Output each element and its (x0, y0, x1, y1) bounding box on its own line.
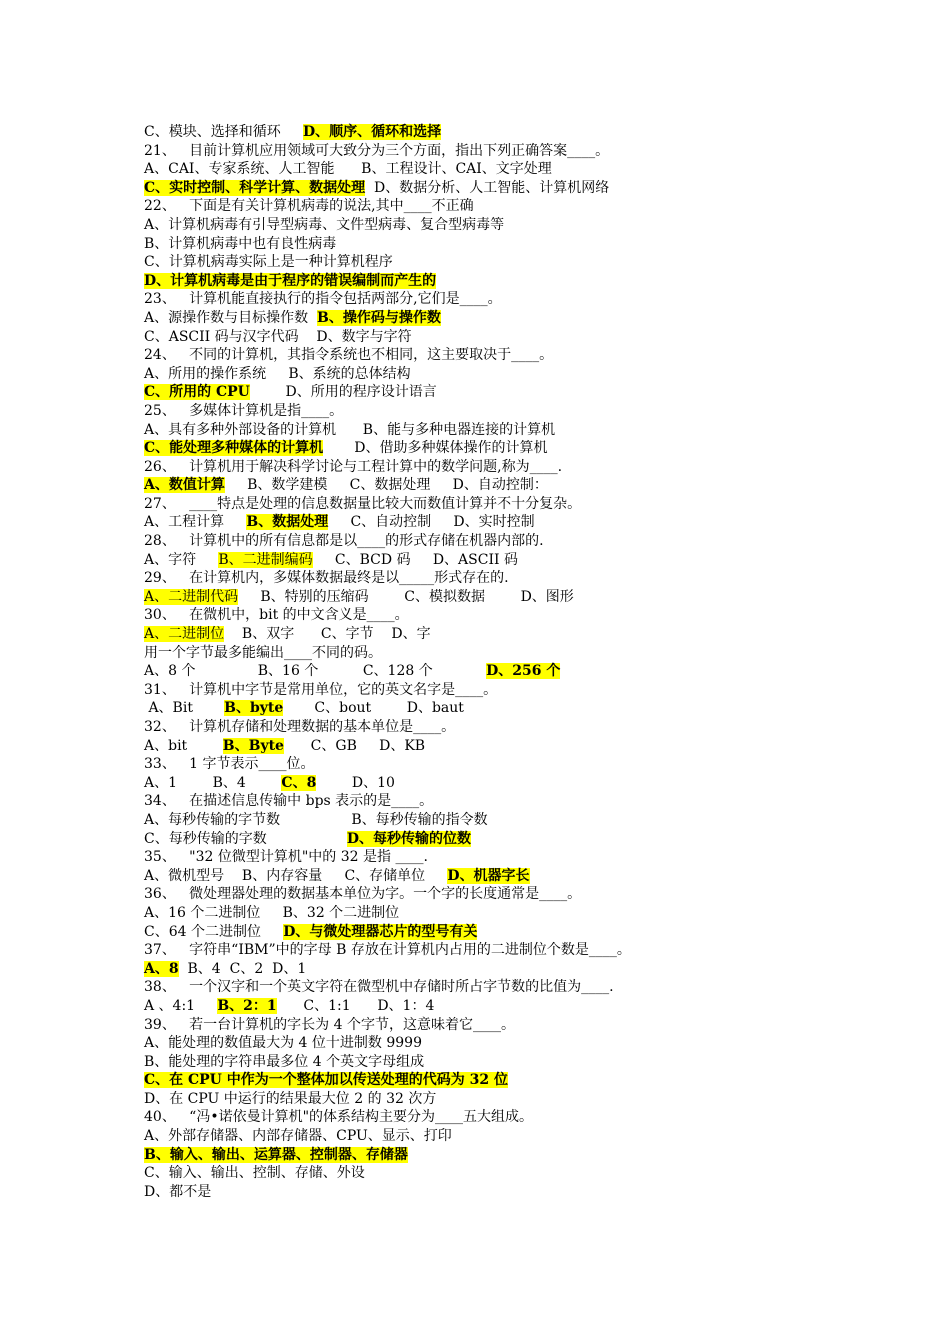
line-text: A、源操作数与目标操作数 (144, 309, 318, 326)
text-line (144, 458, 864, 477)
highlighted-answer: C、实时控制、科学计算、数据处理 (144, 179, 366, 196)
line-text: 30、 在微机中，bit 的中文含义是____。 (144, 607, 409, 624)
text-line (144, 699, 864, 718)
text-line (144, 123, 864, 142)
line-text: C、bout D、baut (283, 700, 464, 717)
highlighted-answer: C、在 CPU 中作为一个整体加以传送处理的代码为 32 位 (144, 1072, 508, 1089)
line-text: B、特别的压缩码 C、模拟数据 D、图形 (238, 588, 574, 605)
line-text: B、能处理的字符串最多位 4 个英文字母组成 (144, 1053, 425, 1070)
line-text: 31、 计算机中字节是常用单位，它的英文名字是____。 (144, 681, 498, 698)
line-text: 29、 在计算机内，多媒体数据最终是以_____形式存在的. (144, 570, 509, 587)
text-line (144, 402, 864, 421)
line-text: A、每秒传输的字节数 B、每秒传输的指令数 (144, 811, 488, 828)
line-text: 22、 下面是有关计算机病毒的说法,其中____不正确 (144, 198, 474, 215)
text-line (144, 1127, 864, 1146)
text-line (144, 997, 864, 1016)
line-text: A、能处理的数值最大为 4 位十进制数 9999 (144, 1035, 422, 1052)
text-line (144, 588, 864, 607)
highlighted-answer: B、Byte (222, 737, 284, 754)
line-text: D、都不是 (144, 1183, 212, 1200)
line-text: A、具有多种外部设备的计算机 B、能与多种电器连接的计算机 (144, 421, 556, 438)
line-text: D、在 CPU 中运行的结果最大位 2 的 32 次方 (144, 1090, 437, 1107)
line-text: A、微机型号 B、内存容量 C、存储单位 (144, 867, 448, 884)
text-line (144, 792, 864, 811)
text-line (144, 644, 864, 663)
line-text: C、64 个二进制位 (144, 923, 284, 940)
line-text: D、所用的程序设计语言 (249, 384, 437, 401)
text-line (144, 681, 864, 700)
line-text: C、模块、选择和循环 (144, 124, 303, 140)
text-line (144, 197, 864, 216)
text-line (144, 811, 864, 830)
line-text: 25、 多媒体计算机是指____。 (144, 402, 344, 419)
line-text: A、16 个二进制位 B、32 个二进制位 (144, 904, 400, 921)
text-line (144, 179, 864, 198)
text-line (144, 923, 864, 942)
highlighted-answer: D、顺序、循环和选择 (302, 124, 442, 140)
line-text: C、ASCII 码与汉字代码 D、数字与字符 (144, 328, 412, 345)
text-line (144, 662, 864, 681)
text-line (144, 235, 864, 254)
text-line (144, 421, 864, 440)
line-text: C、1:1 D、1：4 (276, 997, 435, 1014)
text-line (144, 625, 864, 644)
text-line (144, 513, 864, 532)
line-text: C、计算机病毒实际上是一种计算机程序 (144, 254, 393, 271)
text-line (144, 142, 864, 161)
highlighted-answer: A、8 (144, 960, 179, 977)
text-line (144, 718, 864, 737)
highlighted-answer: B、操作码与操作数 (317, 309, 441, 326)
text-line (144, 737, 864, 756)
line-text: 34、 在描述信息传输中 bps 表示的是____。 (144, 793, 434, 810)
line-text: D、数据分析、人工智能、计算机网络 (365, 179, 610, 196)
line-text: B、双字 C、字节 D、字 (224, 626, 431, 643)
highlighted-answer: A、数值计算 (144, 477, 225, 494)
highlighted-answer: B、2：1 (217, 997, 277, 1014)
line-text: B、4 C、2 D、1 (178, 960, 307, 977)
line-text: A、所用的操作系统 B、系统的总体结构 (144, 365, 411, 382)
text-line (144, 346, 864, 365)
line-text: B、数学建模 C、数据处理 D、自动控制： (224, 477, 548, 494)
highlighted-answer: B、输入、输出、运算器、控制器、存储器 (144, 1146, 408, 1163)
text-line (144, 365, 864, 384)
document-body (144, 123, 864, 1201)
line-text: 37、 字符串“IBM”中的字母 B 存放在计算机内占用的二进制位个数是____。 (144, 942, 631, 959)
line-text: A、外部存储器、内部存储器、CPU、显示、打印 (144, 1128, 452, 1145)
text-line (144, 290, 864, 309)
line-text: A、8 个 B、16 个 C、128 个 (144, 663, 487, 680)
text-line (144, 1071, 864, 1090)
highlighted-answer: C、所用的 CPU (144, 384, 250, 401)
text-line (144, 774, 864, 793)
line-text: 35、 "32 位微型计算机"中的 32 是指 ____. (144, 849, 428, 866)
text-line (144, 1090, 864, 1109)
highlighted-answer: A、二进制位 (144, 626, 225, 643)
line-text: D、10 (316, 774, 395, 791)
text-line (144, 848, 864, 867)
highlighted-answer: C、能处理多种媒体的计算机 (144, 440, 324, 457)
line-text: A、1 B、4 (144, 774, 282, 791)
line-text: A 、4:1 (144, 997, 218, 1014)
highlighted-answer: B、二进制编码 (218, 551, 313, 568)
text-line (144, 160, 864, 179)
text-line (144, 1183, 864, 1202)
text-line (144, 272, 864, 291)
highlighted-answer: A、二进制代码 (144, 588, 239, 605)
highlighted-answer: C、8 (281, 774, 317, 791)
text-line (144, 960, 864, 979)
text-line (144, 1016, 864, 1035)
line-text: 27、 ____特点是处理的信息数据量比较大而数值计算并不十分复杂。 (144, 495, 582, 512)
line-text: C、GB D、KB (283, 737, 426, 754)
highlighted-answer: D、与微处理器芯片的型号有关 (283, 923, 478, 940)
line-text: A、Bit (144, 700, 225, 717)
text-line (144, 978, 864, 997)
line-text: A、字符 (144, 551, 219, 568)
text-line (144, 439, 864, 458)
text-line (144, 569, 864, 588)
line-text: 40、 “冯•诺依曼计算机"的体系结构主要分为____五大组成。 (144, 1109, 534, 1126)
text-line (144, 885, 864, 904)
text-line (144, 216, 864, 235)
text-line (144, 1108, 864, 1127)
line-text: C、BCD 码 D、ASCII 码 (312, 551, 518, 568)
text-line (144, 755, 864, 774)
text-line (144, 551, 864, 570)
text-line (144, 328, 864, 347)
text-line (144, 383, 864, 402)
line-text: 21、 目前计算机应用领域可大致分为三个方面，指出下列正确答案____。 (144, 142, 610, 159)
highlighted-answer: B、数据处理 (246, 514, 329, 531)
line-text: A、计算机病毒有引导型病毒、文件型病毒、复合型病毒等 (144, 216, 505, 233)
line-text: A、CAI、专家系统、人工智能 B、工程设计、CAI、文字处理 (144, 161, 552, 178)
highlighted-answer: D、机器字长 (447, 867, 530, 884)
line-text: C、输入、输出、控制、存储、外设 (144, 1165, 365, 1182)
text-line (144, 495, 864, 514)
line-text: 用一个字节最多能编出____不同的码。 (144, 644, 382, 661)
line-text: 36、 微处理器处理的数据基本单位为字。一个字的长度通常是____。 (144, 886, 582, 903)
line-text: D、借助多种媒体操作的计算机 (323, 440, 548, 457)
highlighted-answer: D、256 个 (486, 663, 561, 680)
line-text: A、工程计算 (144, 514, 247, 531)
text-line (144, 309, 864, 328)
text-line (144, 904, 864, 923)
line-text: 33、 1 字节表示____位。 (144, 756, 315, 773)
text-line (144, 867, 864, 886)
text-line (144, 830, 864, 849)
text-line (144, 1053, 864, 1072)
text-line (144, 532, 864, 551)
text-line (144, 1146, 864, 1165)
line-text: C、自动控制 D、实时控制 (328, 514, 535, 531)
highlighted-answer: B、byte (224, 700, 284, 717)
line-text: 24、 不同的计算机，其指令系统也不相同，这主要取决于____。 (144, 347, 554, 364)
highlighted-answer: D、每秒传输的位数 (346, 830, 471, 847)
text-line (144, 1164, 864, 1183)
line-text: 32、 计算机存储和处理数据的基本单位是____。 (144, 719, 456, 735)
line-text: 38、 一个汉字和一个英文字符在微型机中存储时所占字节数的比值为____. (144, 979, 614, 996)
line-text: 26、 计算机用于解决科学讨论与工程计算中的数学问题,称为____. (144, 458, 563, 475)
line-text: C、每秒传输的字数 (144, 830, 347, 847)
text-line (144, 1034, 864, 1053)
text-line (144, 941, 864, 960)
line-text: 23、 计算机能直接执行的指令包括两部分,它们是____。 (144, 291, 502, 308)
line-text: A、bit (144, 737, 223, 754)
text-line (144, 253, 864, 272)
text-line (144, 476, 864, 495)
line-text: 39、 若一台计算机的字长为 4 个字节，这意味着它____。 (144, 1016, 515, 1033)
text-line (144, 606, 864, 625)
highlighted-answer: D、计算机病毒是由于程序的错误编制而产生的 (144, 272, 437, 289)
line-text: 28、 计算机中的所有信息都是以____的形式存储在机器内部的. (144, 533, 544, 550)
line-text: B、计算机病毒中也有良性病毒 (144, 235, 337, 252)
